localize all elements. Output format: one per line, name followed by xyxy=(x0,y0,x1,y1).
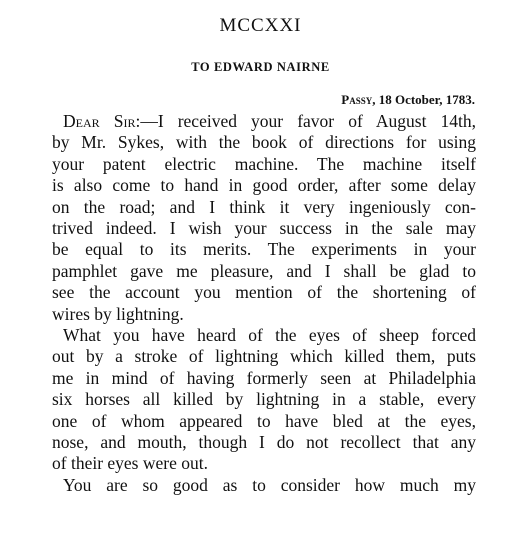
letter-addressee: TO EDWARD NAIRNE xyxy=(191,60,330,74)
letter-dateline xyxy=(341,92,475,108)
paragraph-2 xyxy=(52,325,476,475)
paragraph-line: trived indeed. I wish your success in the sale may xyxy=(52,217,476,238)
letter-place: Passy xyxy=(341,92,373,107)
paragraph-line: your patent electric machine. The machine itself xyxy=(52,153,476,174)
paragraph-1 xyxy=(52,111,476,325)
paragraph-line: be equal to its merits. The experiments in your xyxy=(52,239,476,260)
paragraph-line: of their eyes were out. xyxy=(52,453,208,474)
letter-number: MCCXXI xyxy=(219,15,302,36)
paragraph-line: six horses all killed by lightning in a stable, every xyxy=(52,389,476,410)
paragraph-line: Dear Sir:—I received your favor of August 14th, xyxy=(63,111,477,131)
paragraph-line: You are so good as to consider how much my xyxy=(63,475,476,495)
letter-date: , 18 October, 1783. xyxy=(372,92,475,107)
paragraph-3 xyxy=(52,475,476,496)
paragraph-line: out by a stroke of lightning which killed them, puts xyxy=(52,346,476,367)
paragraph-line: nose, and mouth, though I do not recollect that any xyxy=(52,431,476,452)
paragraph-line: me in mind of having formerly seen at Philadelphia xyxy=(52,367,476,388)
letter-salutation: Dear Sir: xyxy=(63,111,141,131)
paragraph-line: on the road; and I think it very ingeniously con- xyxy=(52,196,476,217)
paragraph-line: by Mr. Sykes, with the book of directions for using xyxy=(52,132,476,153)
paragraph-line: is also come to hand in good order, after some delay xyxy=(52,175,476,196)
paragraph-line: What you have heard of the eyes of sheep forced xyxy=(63,325,476,345)
paragraph-line: see the account you mention of the shortening of xyxy=(52,282,476,303)
paragraph-line: pamphlet gave me pleasure, and I shall be glad to xyxy=(52,260,476,281)
paragraph-line: one of whom appeared to have bled at the eyes, xyxy=(52,410,476,431)
paragraph-line: wires by lightning. xyxy=(52,303,184,324)
